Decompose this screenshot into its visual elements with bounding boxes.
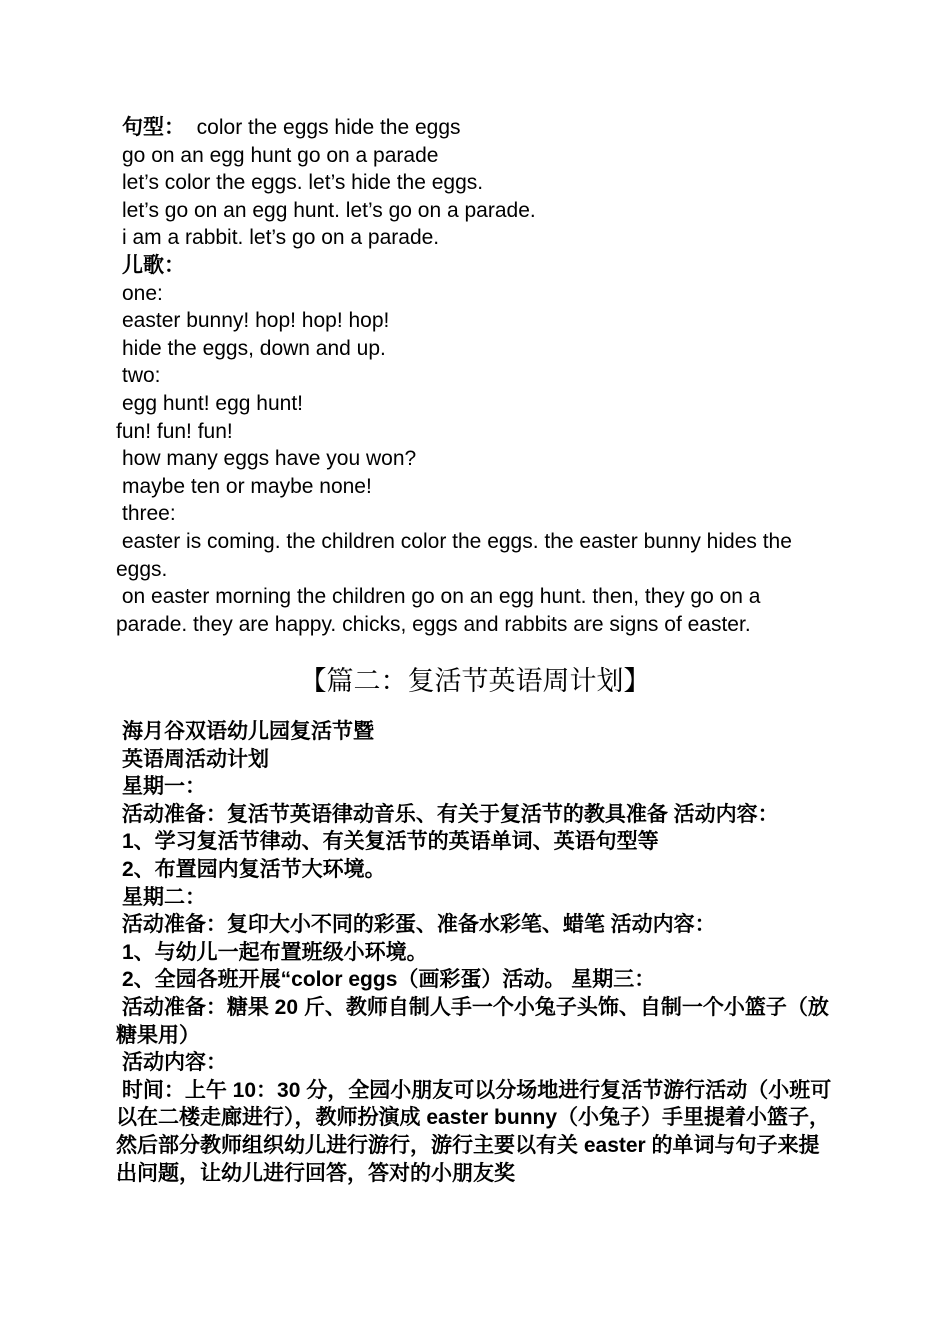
chant-label: 儿歌： — [122, 253, 185, 277]
plan-paragraph — [116, 911, 836, 939]
chant-line: maybe ten or maybe none! — [122, 474, 372, 498]
chant-paragraph-text: easter is coming. the children color the eggs. the easter bunny hides the eggs. — [116, 529, 792, 581]
chant-line: fun! fun! fun! — [116, 419, 233, 443]
day-label: 星期一： — [122, 775, 206, 799]
sentence-pattern-line — [116, 114, 836, 142]
day-label: 星期二： — [122, 885, 206, 909]
chant-two-label: two: — [122, 364, 161, 388]
plan-title: 英语周活动计划 — [122, 747, 269, 771]
section-two-title: 【篇二：复活节英语周计划】 — [299, 666, 651, 696]
chant-line: how many eggs have you won? — [122, 447, 417, 471]
chant-three-label: three: — [122, 502, 176, 526]
plan-paragraph — [116, 1077, 836, 1187]
plan-title: 海月谷双语幼儿园复活节暨 — [122, 720, 374, 743]
chant-line: hide the eggs, down and up. — [122, 336, 386, 360]
chant-line: egg hunt! egg hunt! — [122, 391, 303, 415]
plan-paragraph — [116, 801, 836, 829]
chant-paragraph-text: on easter morning the children go on an egg hunt. then, they go on a parade. they are happy. chicks, eggs and rabbits are signs of easter. — [116, 585, 761, 636]
sentence-line: let’s color the eggs. let’s hide the eggs. — [122, 171, 484, 195]
plan-item: 2、布置园内复活节大环境。 — [122, 857, 386, 881]
sentence-line: let’s go on an egg hunt. let’s go on a parade. — [122, 198, 536, 222]
plan-text: 活动准备：复活节英语律动音乐、有关于复活节的教具准备 活动内容： — [121, 802, 779, 826]
plan-paragraph — [116, 994, 836, 1049]
plan-text: 时间：上午 10：30 分，全园小朋友可以分场地进行复活节游行活动（小班可以在二楼走廊进行），教师扮演成 easter bunny（小兔子）手里提着小篮子，然后部分教师组织幼儿进行游行，游行主要以有关 easter 的单词与句子来提出问题，让幼儿进行回答，答对的小朋友奖 — [116, 1078, 832, 1185]
section-two — [116, 718, 836, 1187]
plan-item: 1、学习复活节律动、有关复活节的英语单词、英语句型等 — [122, 830, 659, 854]
sentence-pattern-text: color the eggs hide the eggs — [196, 116, 461, 139]
plan-item: 活动内容： — [122, 1051, 227, 1075]
plan-text: 活动准备：糖果 20 斤、教师自制人手一个小兔子头饰、自制一个小篮子（放糖果用） — [116, 995, 829, 1047]
chant-line: easter bunny! hop! hop! hop! — [122, 309, 390, 333]
sentence-pattern-label: 句型： — [122, 116, 185, 139]
sentence-line: i am a rabbit. let’s go on a parade. — [122, 226, 440, 250]
sentence-line: go on an egg hunt go on a parade — [122, 143, 439, 167]
chant-one-label: one: — [122, 281, 163, 305]
chant-paragraph — [116, 528, 836, 583]
plan-text: 活动准备：复印大小不同的彩蛋、准备水彩笔、蜡笔 活动内容： — [121, 913, 716, 937]
plan-item: 1、与幼儿一起布置班级小环境。 — [122, 940, 428, 964]
chant-paragraph — [116, 583, 836, 638]
plan-item: 2、全园各班开展“color eggs（画彩蛋）活动。 星期三： — [122, 968, 656, 992]
section-one — [116, 114, 836, 638]
